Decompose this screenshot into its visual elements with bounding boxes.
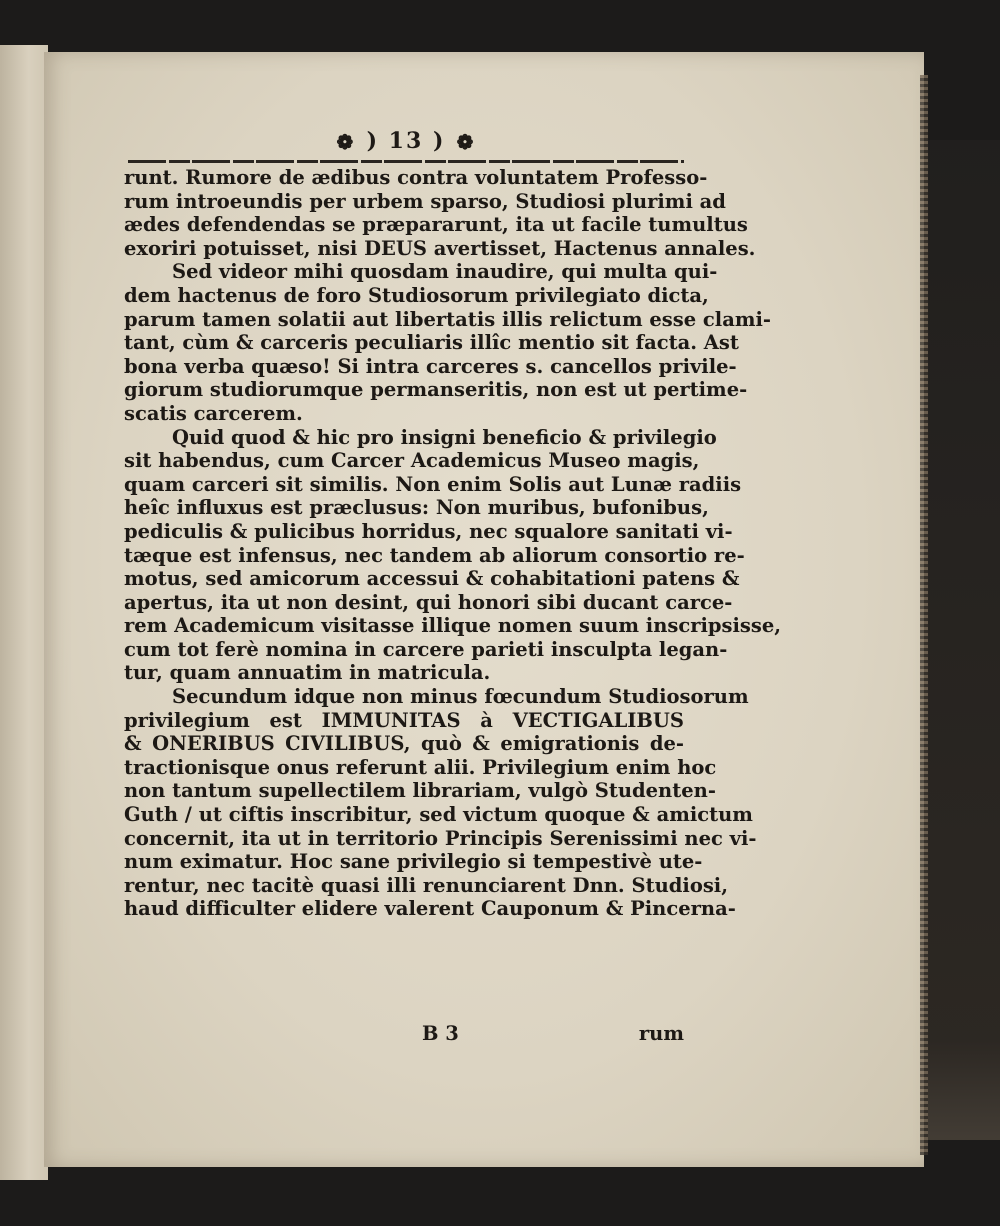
text-line: privilegium est IMMUNITAS à VECTIGALIBUS: [124, 708, 684, 732]
text-line: tur, quam annuatim in matricula.: [124, 661, 491, 685]
left-ornament-icon: ❁: [336, 130, 356, 154]
page-stack-edge: [920, 75, 928, 1155]
paragraph-start: Sed videor mihi quosdam inaudire, qui multa qui-: [172, 260, 718, 284]
body-text: [124, 166, 782, 921]
text-line: dem hactenus de foro Studiosorum privilegiato dicta,: [124, 283, 709, 307]
right-ornament-icon: ❁: [456, 130, 476, 154]
text-line: quam carceri sit similis. Non enim Solis aut Lunæ radiis: [124, 472, 742, 496]
text-line: apertus, ita ut non desint, qui honori sibi ducant carce-: [124, 590, 733, 614]
text-line: num eximatur. Hoc sane privilegio si tempestivè ute-: [124, 850, 703, 874]
text-line: parum tamen solatii aut libertatis illis relictum esse clami-: [124, 307, 771, 331]
page-header: [128, 128, 684, 154]
signature-mark: B 3: [422, 1022, 459, 1045]
text-line: runt. Rumore de ædibus contra voluntatem Professo-: [124, 166, 708, 189]
text-line: ædes defendendas se præpararunt, ita ut facile tumultus: [124, 213, 748, 237]
text-line: non tantum supellectilem librariam, vulgò Studenten-: [124, 779, 716, 803]
facing-page-edge: [0, 45, 48, 1180]
text-line: & ONERIBUS CIVILIBUS, quò & emigrationis de-: [124, 732, 684, 756]
text-line: giorum studiorumque permanseritis, non est ut pertime-: [124, 378, 748, 402]
paragraph-start: Quid quod & hic pro insigni beneficio & privilegio: [172, 425, 717, 449]
text-line: sit habendus, cum Carcer Academicus Museo magis,: [124, 449, 700, 473]
text-line: Guth / ut ciftis inscribitur, sed victum quoque & amictum: [124, 803, 753, 827]
text-line: cum tot ferè nomina in carcere parieti insculpta legan-: [124, 637, 728, 661]
catchword: rum: [638, 1022, 684, 1045]
text-line: motus, sed amicorum accessui & cohabitationi patens &: [124, 567, 740, 591]
running-header: [128, 128, 684, 168]
text-line: tractionisque onus referunt alii. Privilegium enim hoc: [124, 755, 717, 779]
text-line: concernit, ita ut in territorio Principis Serenissimi nec vi-: [124, 826, 757, 850]
background-shadow: [928, 140, 1000, 1140]
text-line: rum introeundis per urbem sparso, Studiosi plurimi ad: [124, 189, 726, 213]
page-footer: [124, 1022, 684, 1048]
text-line: heîc influxus est præclusus: Non muribus, bufonibus,: [124, 496, 709, 520]
text-line: tæque est infensus, nec tandem ab aliorum consortio re-: [124, 543, 745, 567]
text-line: haud difficulter elidere valerent Cauponum & Pincerna-: [124, 897, 736, 921]
text-line: rentur, nec tacitè quasi illi renunciarent Dnn. Studiosi,: [124, 873, 729, 897]
text-line: scatis carcerem.: [124, 401, 303, 425]
text-line: tant, cùm & carceris peculiaris illîc mentio sit facta. Ast: [124, 331, 739, 355]
text-line: bona verba quæso! Si intra carceres s. cancellos privile-: [124, 354, 737, 378]
paragraph-start: Secundum idque non minus fœcundum Studiosorum: [172, 685, 749, 709]
text-line: pediculis & pulicibus horridus, nec squalore sanitati vi-: [124, 519, 733, 543]
text-line: rem Academicum visitasse illique nomen suum inscripsisse,: [124, 614, 782, 638]
header-rule: [128, 160, 684, 163]
text-line: exoriri potuisset, nisi DEUS avertisset, Hactenus annales.: [124, 236, 756, 260]
page-number: ) 13 ): [366, 128, 446, 154]
